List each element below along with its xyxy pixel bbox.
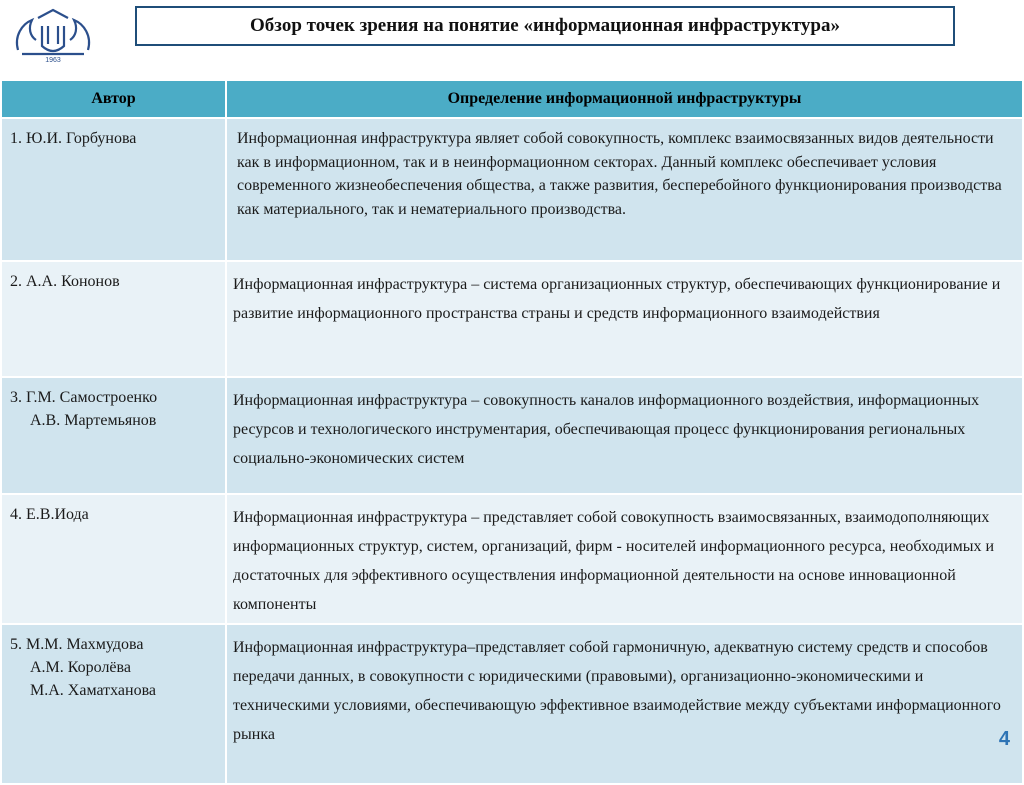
- table-row: [1, 261, 1023, 377]
- author-name: А.М. Королёва: [30, 659, 131, 676]
- slide-title: Обзор точек зрения на понятие «информационная инфраструктура»: [135, 6, 955, 46]
- table-row: [1, 624, 1023, 784]
- author-cell: [1, 118, 226, 261]
- definition-cell: Информационная инфраструктура являет собой совокупность, комплекс взаимосвязанных видов деятельности как в информационном, так и в неинформационном секторах. Данный комплекс обеспечивает условия современного жизнеобеспечения общества, а также развития, бесперебойного функционирования производства как материального, так и нематериального производства.: [226, 118, 1023, 261]
- author-name: М.А. Хаматханова: [30, 682, 157, 699]
- definition-cell: Информационная инфраструктура – представляет собой совокупность взаимосвязанных, взаимодополняющих информационных структур, систем, организаций, фирм - носителей информационного ресурса, необходимых и достаточных для эффективного осуществления информационной деятельности на основе инновационной компоненты: [226, 494, 1023, 624]
- header-definition: Определение информационной инфраструктуры: [226, 80, 1023, 118]
- page-number: 4: [998, 728, 1010, 750]
- definitions-table: [0, 79, 1024, 785]
- author-cell: [1, 261, 226, 377]
- definition-cell: Информационная инфраструктура – совокупность каналов информационного воздействия, информационных ресурсов и технологического инструментария, обеспечивающая процесс функционирования региональных социально-экономических систем: [226, 377, 1023, 494]
- table-row: [1, 377, 1023, 494]
- author-name: 5. М.М. Махмудова: [10, 636, 144, 653]
- logo-year: 1963: [45, 57, 61, 64]
- author-name: 1. Ю.И. Горбунова: [10, 130, 137, 147]
- table-row: [1, 494, 1023, 624]
- table-row: [1, 118, 1023, 261]
- header-author: Автор: [1, 80, 226, 118]
- definition-cell: Информационная инфраструктура – система организационных структур, обеспечивающих функционирование и развитие информационного пространства страны и средств информационного взаимодействия: [226, 261, 1023, 377]
- university-logo: [8, 6, 98, 64]
- author-name: 3. Г.М. Самостроенко: [10, 389, 158, 406]
- author-name: А.В. Мартемьянов: [30, 412, 157, 429]
- author-cell: [1, 494, 226, 624]
- author-cell: [1, 624, 226, 784]
- author-name: 4. Е.В.Иода: [10, 506, 89, 523]
- definition-cell: Информационная инфраструктура–представляет собой гармоничную, адекватную систему средств и способов передачи данных, в совокупности с юридическими (правовыми), организационно-экономическими и техническими условиями, обеспечивающую эффективное взаимодействие между субъектами информационного рынка: [226, 624, 1023, 784]
- table-header-row: [1, 80, 1023, 118]
- author-name: 2. А.А. Кононов: [10, 273, 120, 290]
- author-cell: [1, 377, 226, 494]
